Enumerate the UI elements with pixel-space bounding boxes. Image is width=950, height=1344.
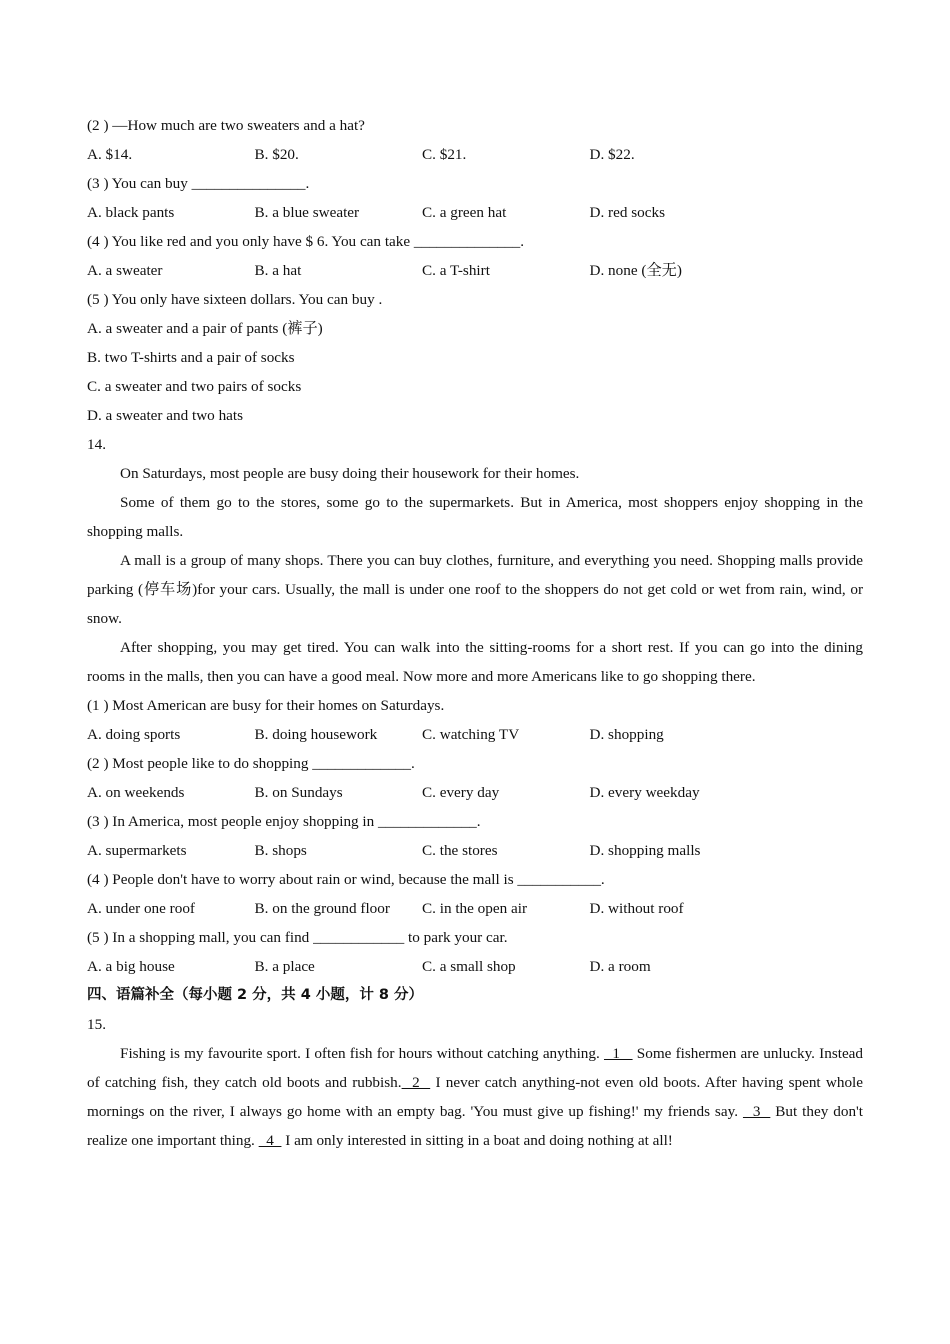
q13-item-4	[87, 227, 863, 285]
option-d: D. a sweater and two hats	[87, 407, 244, 424]
option-row	[87, 198, 863, 227]
option-row	[87, 256, 863, 285]
option-d: D. $22.	[589, 146, 635, 163]
option-d: D. none (全无)	[589, 262, 682, 279]
question-number: 14.	[87, 436, 106, 453]
option-row	[87, 140, 863, 169]
q14-item-2	[87, 749, 863, 807]
option-d: D. every weekday	[589, 784, 700, 801]
option-c: C. a small shop	[422, 958, 516, 975]
question-stem: (4 ) People don't have to worry about rain or wind, because the mall is ___________.	[87, 871, 605, 888]
question-stem: (3 ) In America, most people enjoy shopping in _____________.	[87, 813, 481, 830]
option-d: D. without roof	[589, 900, 684, 917]
option-c: C. a T-shirt	[422, 262, 490, 279]
q14-item-5	[87, 923, 863, 981]
option-b: B. a hat	[254, 262, 302, 279]
option-b: B. doing housework	[254, 726, 378, 743]
option-row	[87, 952, 863, 981]
cloze-passage	[87, 1039, 863, 1155]
passage-text: Fishing is my favourite sport. I often fish for hours without catching anything.	[120, 1045, 600, 1062]
option-c: C. $21.	[422, 146, 467, 163]
option-a: A. a sweater	[87, 262, 163, 279]
option-c: C. a green hat	[422, 204, 507, 221]
passage-paragraph: Some of them go to the stores, some go to the supermarkets. But in America, most shoppers enjoy shopping in the shopping malls.	[87, 494, 863, 540]
option-d: D. shopping	[589, 726, 664, 743]
q13-item-5	[87, 285, 863, 430]
option-d: D. red socks	[589, 204, 665, 221]
passage-paragraph: On Saturdays, most people are busy doing their housework for their homes.	[120, 465, 580, 482]
option-b: B. a place	[254, 958, 315, 975]
passage-text: I am only interested in sitting in a boat and doing nothing at all!	[281, 1132, 673, 1149]
question-stem: (5 ) You only have sixteen dollars. You can buy .	[87, 291, 383, 308]
question-stem: (4 ) You like red and you only have $ 6. You can take ______________.	[87, 233, 525, 250]
option-b: B. two T-shirts and a pair of socks	[87, 349, 295, 366]
option-b: B. $20.	[254, 146, 299, 163]
passage-paragraph: After shopping, you may get tired. You can walk into the sitting-rooms for a short rest. If you can go into the dining rooms in the malls, then you can have a good meal. Now more and more Americans like to go shopping there.	[87, 639, 863, 685]
question-stem: (5 ) In a shopping mall, you can find ____________ to park your car.	[87, 929, 508, 946]
option-a: A. a sweater and a pair of pants (裤子)	[87, 320, 323, 337]
option-c: C. a sweater and two pairs of socks	[87, 378, 302, 395]
option-a: A. on weekends	[87, 784, 185, 801]
passage-text: Some fishermen are unlucky. Instead of catching fish, they catch old boots and rubbish.	[87, 1045, 864, 1091]
q13-item-2	[87, 111, 863, 169]
option-b: B. on Sundays	[254, 784, 343, 801]
option-row	[87, 778, 863, 807]
option-c: C. in the open air	[422, 900, 528, 917]
option-d: D. shopping malls	[589, 842, 701, 859]
option-a: A. supermarkets	[87, 842, 187, 859]
passage-paragraph: A mall is a group of many shops. There you can buy clothes, furniture, and everything you need. Shopping malls provide parking (停车场)for your cars. Usually, the mall is under one roof to the shoppers do not get cold or wet from rain, wind, or snow.	[87, 552, 863, 627]
section-heading: 四、语篇补全（每小题 2 分，共 4 小题，计 8 分）	[87, 987, 424, 1003]
question-stem: (3 ) You can buy _______________.	[87, 175, 310, 192]
question-stem: (1 ) Most American are busy for their homes on Saturdays.	[87, 697, 445, 714]
option-a: A. under one roof	[87, 900, 195, 917]
option-row	[87, 836, 863, 865]
blank-1: 1	[603, 1045, 633, 1062]
blank-2: 2	[401, 1074, 431, 1091]
option-b: B. a blue sweater	[254, 204, 360, 221]
blank-4: 4	[258, 1132, 282, 1149]
option-a: A. a big house	[87, 958, 175, 975]
option-a: A. doing sports	[87, 726, 181, 743]
question-number: 15.	[87, 1016, 106, 1033]
option-b: B. shops	[254, 842, 307, 859]
q14-item-4	[87, 865, 863, 923]
q14-item-1	[87, 691, 863, 749]
question-stem: (2 ) Most people like to do shopping _____________.	[87, 755, 415, 772]
passage-text: I never catch anything-not even old boots. After having spent whole mornings on the river, I always go home with an empty bag. 'You must give up fishing!' my friends say.	[87, 1074, 864, 1120]
option-c: C. every day	[422, 784, 500, 801]
option-b: B. on the ground floor	[254, 900, 390, 917]
option-row	[87, 894, 863, 923]
option-c: C. watching TV	[422, 726, 520, 743]
q14-item-3	[87, 807, 863, 865]
option-a: A. $14.	[87, 146, 133, 163]
option-a: A. black pants	[87, 204, 175, 221]
option-row	[87, 720, 863, 749]
option-d: D. a room	[589, 958, 651, 975]
blank-3: 3	[742, 1103, 771, 1120]
option-c: C. the stores	[422, 842, 498, 859]
passage-text: But they don't realize one important thing.	[87, 1103, 864, 1149]
document-page	[87, 111, 863, 1155]
q13-item-3	[87, 169, 863, 227]
question-stem: (2 ) —How much are two sweaters and a hat?	[87, 117, 365, 134]
